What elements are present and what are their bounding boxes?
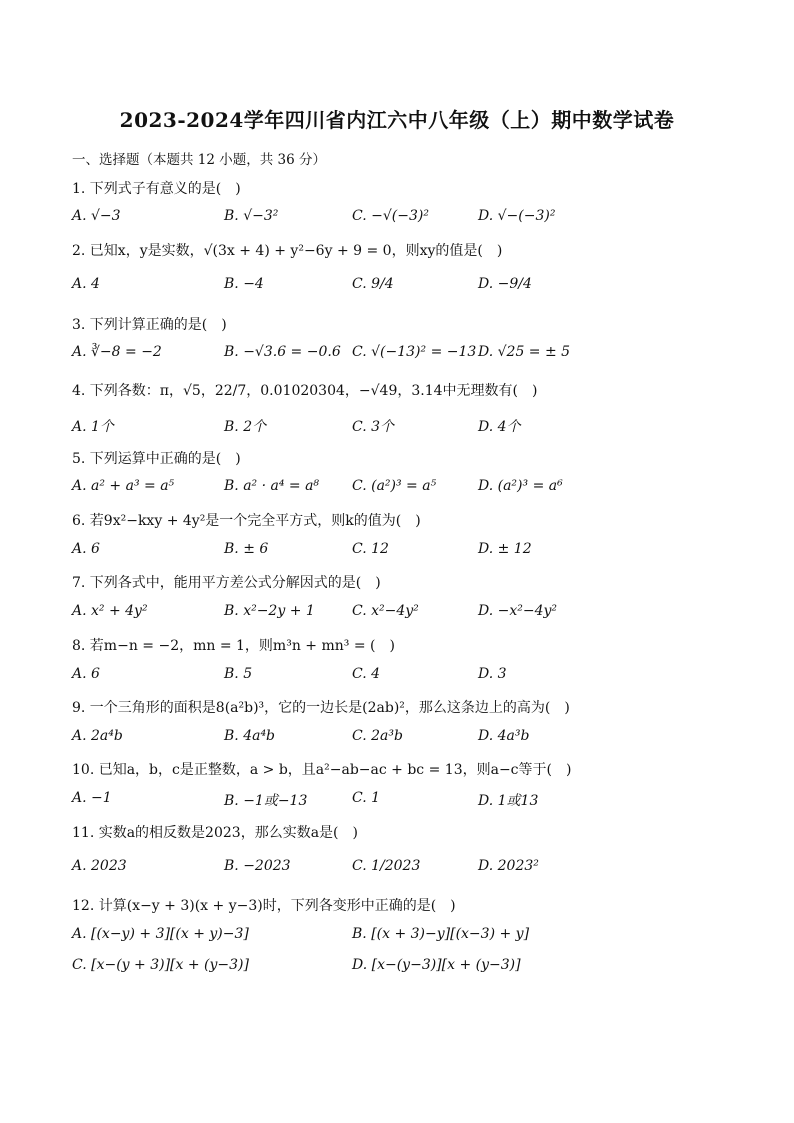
option-d[interactable]: D. [x−(y−3)][x + (y−3)]: [352, 957, 521, 973]
option-d[interactable]: D. −9/4: [478, 276, 532, 292]
option-d[interactable]: D. 4个: [478, 419, 521, 435]
option-b[interactable]: B. −1或−13: [224, 793, 308, 809]
option-c[interactable]: C. 2a³b: [352, 728, 403, 744]
option-d[interactable]: D. 3: [478, 666, 507, 682]
question-3: 3. 下列计算正确的是( ): [72, 317, 227, 333]
options-1: [72, 208, 732, 232]
option-b[interactable]: B. −√3.6 = −0.6: [224, 344, 341, 360]
options-3: [72, 344, 732, 368]
option-c[interactable]: C. −√(−3)²: [352, 208, 429, 224]
question-4: 4. 下列各数：π，√5，22/7，0.01020304，−√49，3.14中无理数有( ): [72, 383, 538, 399]
option-b[interactable]: B. 2个: [224, 419, 267, 435]
option-d[interactable]: D. (a²)³ = a⁶: [478, 478, 563, 494]
option-c[interactable]: C. 1: [352, 790, 381, 806]
option-a[interactable]: A. x² + 4y²: [72, 603, 148, 619]
option-a[interactable]: A. ∛−8 = −2: [72, 344, 162, 360]
option-b[interactable]: B. 4a⁴b: [224, 728, 276, 744]
option-d[interactable]: D. √−(−3)²: [478, 208, 556, 224]
option-d[interactable]: D. 2023²: [478, 858, 539, 874]
option-b[interactable]: B. ± 6: [224, 541, 269, 557]
option-a[interactable]: A. a² + a³ = a⁵: [72, 478, 175, 494]
option-b[interactable]: B. −4: [224, 276, 264, 292]
option-c[interactable]: C. (a²)³ = a⁵: [352, 478, 437, 494]
question-10: 10. 已知a，b，c是正整数，a > b，且a²−ab−ac + bc = 13，则a−c等于( ): [72, 762, 572, 778]
question-11: 11. 实数a的相反数是2023，那么实数a是( ): [72, 825, 358, 841]
option-d[interactable]: D. 4a³b: [478, 728, 530, 744]
option-a[interactable]: A. 2a⁴b: [72, 728, 123, 744]
question-8: 8. 若m−n = −2，mn = 1，则m³n + mn³ = ( ): [72, 638, 395, 654]
option-b[interactable]: B. −2023: [224, 858, 291, 874]
option-b[interactable]: B. a² · a⁴ = a⁸: [224, 478, 320, 494]
question-1: 1. 下列式子有意义的是( ): [72, 181, 241, 197]
page-title: 2023-2024学年四川省内江六中八年级（上）期中数学试卷: [119, 108, 675, 132]
option-b[interactable]: B. √−3²: [224, 208, 279, 224]
option-a[interactable]: A. [(x−y) + 3][(x + y)−3]: [72, 926, 249, 942]
options-12-row1: [72, 926, 732, 950]
option-d[interactable]: D. 1或13: [478, 793, 539, 809]
option-c[interactable]: C. 12: [352, 541, 389, 557]
question-2: 2. 已知x，y是实数，√(3x + 4) + y²−6y + 9 = 0，则xy的值是( ): [72, 243, 503, 259]
option-b[interactable]: B. 5: [224, 666, 253, 682]
option-a[interactable]: A. 6: [72, 541, 100, 557]
option-a[interactable]: A. −1: [72, 790, 112, 806]
option-c[interactable]: C. [x−(y + 3)][x + (y−3)]: [72, 957, 249, 973]
option-a[interactable]: A. 2023: [72, 858, 127, 874]
option-a[interactable]: A. 4: [72, 276, 100, 292]
question-9: 9. 一个三角形的面积是8(a²b)³，它的一边长是(2ab)²，那么这条边上的高为( ): [72, 700, 570, 716]
option-b[interactable]: B. x²−2y + 1: [224, 603, 315, 619]
option-a[interactable]: A. 6: [72, 666, 100, 682]
option-c[interactable]: C. 3个: [352, 419, 395, 435]
question-7: 7. 下列各式中，能用平方差公式分解因式的是( ): [72, 575, 381, 591]
options-7: [72, 603, 732, 627]
option-a[interactable]: A. 1个: [72, 419, 114, 435]
option-d[interactable]: D. √25 = ± 5: [478, 344, 571, 360]
options-8: [72, 666, 732, 690]
options-4: [72, 416, 732, 440]
option-d[interactable]: D. ± 12: [478, 541, 532, 557]
question-5: 5. 下列运算中正确的是( ): [72, 451, 241, 467]
option-c[interactable]: C. 1/2023: [352, 858, 421, 874]
option-c[interactable]: C. x²−4y²: [352, 603, 419, 619]
options-6: [72, 541, 732, 565]
option-b[interactable]: B. [(x + 3)−y][(x−3) + y]: [352, 926, 530, 942]
options-9: [72, 728, 732, 752]
section-heading: 一、选择题（本题共 12 小题，共 36 分）: [72, 152, 327, 168]
options-2: [72, 276, 732, 300]
options-11: [72, 858, 732, 882]
option-c[interactable]: C. √(−13)² = −13: [352, 344, 477, 360]
options-10: [72, 790, 732, 814]
question-6: 6. 若9x²−kxy + 4y²是一个完全平方式，则k的值为( ): [72, 513, 421, 529]
options-5: [72, 478, 732, 502]
options-12-row2: [72, 957, 732, 981]
option-a[interactable]: A. √−3: [72, 208, 121, 224]
option-c[interactable]: C. 9/4: [352, 276, 394, 292]
option-d[interactable]: D. −x²−4y²: [478, 603, 558, 619]
question-12: 12. 计算(x−y + 3)(x + y−3)时，下列各变形中正确的是( ): [72, 898, 456, 914]
option-c[interactable]: C. 4: [352, 666, 381, 682]
